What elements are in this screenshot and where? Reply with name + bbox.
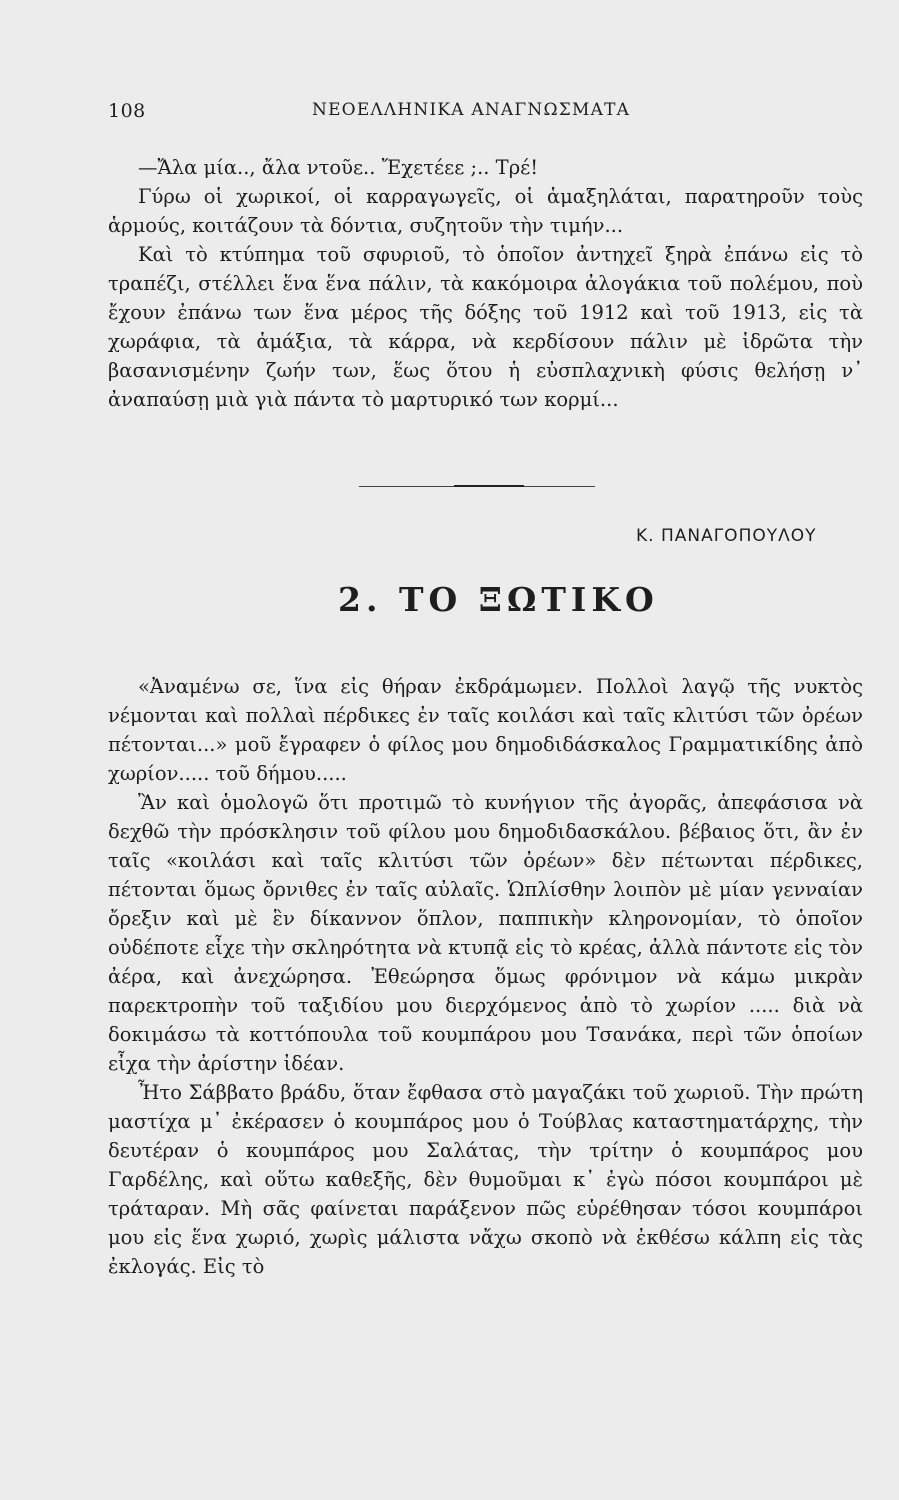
paragraph: Ἦτο Σάββατο βράδυ, ὅταν ἔφθασα στὸ μαγαζάκι τοῦ χωριοῦ. Τὴν πρώτη μαστίχα μ᾽ ἐκέρασεν ὁ κουμπάρος μου ὁ Τούβλας καταστηματάρχης, τὴν δευτέραν ὁ κουμπάρος μου Σαλάτας, τὴν τρίτην ὁ κουμπάρος μου Γαρδέλης, καὶ οὕτω καθεξῆς, δὲν θυμοῦμαι κ᾽ ἐγὼ πόσοι κουμπάροι μὲ τράταραν. Μὴ σᾶς φαίνεται παράξενον πῶς εὑρέθησαν τόσοι κουμπάροι μου εἰς ἕνα χωριό, χωρὶς μάλιστα νἄχω σκοπὸ νὰ ἐκθέσω κάλπη εἰς τὰς ἐκλογάς. Εἰς τὸ	[108, 1081, 863, 1278]
section-divider	[359, 486, 595, 487]
paragraph: Καὶ τὸ κτύπημα τοῦ σφυριοῦ, τὸ ὁποῖον ἀντηχεῖ ξηρὰ ἐπάνω εἰς τὸ τραπέζι, στέλλει ἕνα ἕνα πάλιν, τὰ κακόμοιρα ἀλογάκια τοῦ πολέμου, ποὺ ἔχουν ἐπάνω των ἕνα μέρος τῆς δόξης τοῦ 1912 καὶ τοῦ 1913, εἰς τὰ χωράφια, τὰ ἁμάξια, τὰ κάρρα, νὰ κερδίσουν πάλιν μὲ ἱδρῶτα τὴν βασανισμένην ζωήν των, ἕως ὅτου ἡ εὐσπλαχνικὴ φύσις θελήσῃ ν᾽ ἀναπαύσῃ μιὰ γιὰ πάντα τὸ μαρτυρικό των κορμί...	[108, 243, 863, 411]
dialogue-paragraph: —Ἄλα μία.., ἄλα ντοῦε.. Ἔχετέεε ;.. Τρέ!	[138, 156, 539, 179]
running-title: ΝΕΟΕΛΛΗΝΙΚΑ ΑΝΑΓΝΩΣΜΑΤΑ	[312, 100, 631, 120]
chapter-body	[108, 672, 863, 1281]
page-number: 108	[108, 100, 146, 122]
author-signature: Κ. ΠΑΝΑΓΟΠΟΥΛΟΥ	[636, 526, 817, 546]
page-header	[108, 100, 758, 130]
paragraph: «Ἀναμένω σε, ἵνα εἰς θήραν ἐκδράμωμεν. Πολλοὶ λαγῷ τῆς νυκτὸς νέμονται καὶ πολλαὶ πέρδικες ἐν ταῖς κοιλάσι καὶ ταῖς κλιτύσι τῶν ὀρέων πέτονται...» μοῦ ἔγραφεν ὁ φίλος μου δημοδιδάσκαλος Γραμματικίδης ἀπὸ χωρίον..... τοῦ δήμου.....	[108, 675, 863, 785]
previous-story-ending	[108, 153, 863, 414]
chapter-title: 2. ΤΟ ΞΩΤΙΚΟ	[338, 580, 659, 619]
paragraph: Ἂν καὶ ὁμολογῶ ὅτι προτιμῶ τὸ κυνήγιον τῆς ἀγορᾶς, ἀπεφάσισα νὰ δεχθῶ τὴν πρόσκλησιν τοῦ φίλου μου δημοδιδασκάλου. βέβαιος ὅτι, ἂν ἐν ταῖς «κοιλάσι καὶ ταῖς κλιτύσι τῶν ὀρέων» δὲν πέτωνται πέρδικες, πέτονται ὅμως ὄρνιθες ἐν ταῖς αὐλαῖς. Ὡπλίσθην λοιπὸν μὲ μίαν γενναίαν ὄρεξιν καὶ μὲ ἓν δίκαννον ὅπλον, παππικὴν κληρονομίαν, τὸ ὁποῖον οὐδέποτε εἶχε τὴν σκληρότητα νὰ κτυπᾷ εἰς τὸ κρέας, ἀλλὰ πάντοτε εἰς τὸν ἀέρα, καὶ ἀνεχώρησα. Ἐθεώρησα ὅμως φρόνιμον νὰ κάμω μικρὰν παρεκτροπὴν τοῦ ταξιδίου μου διερχόμενος ἀπὸ τὸ χωρίον ..... διὰ νὰ δοκιμάσω τὰ κοττόπουλα τοῦ κουμπάρου μου Τσανάκα, περὶ τῶν ὁποίων εἶχα τὴν ἀρίστην ἰδέαν.	[108, 791, 863, 1075]
paragraph: Γύρω οἱ χωρικοί, οἱ καρραγωγεῖς, οἱ ἁμαξηλάται, παρατηροῦν τοὺς ἁρμούς, κοιτάζουν τὰ δόντια, συζητοῦν τὴν τιμήν...	[108, 185, 863, 237]
